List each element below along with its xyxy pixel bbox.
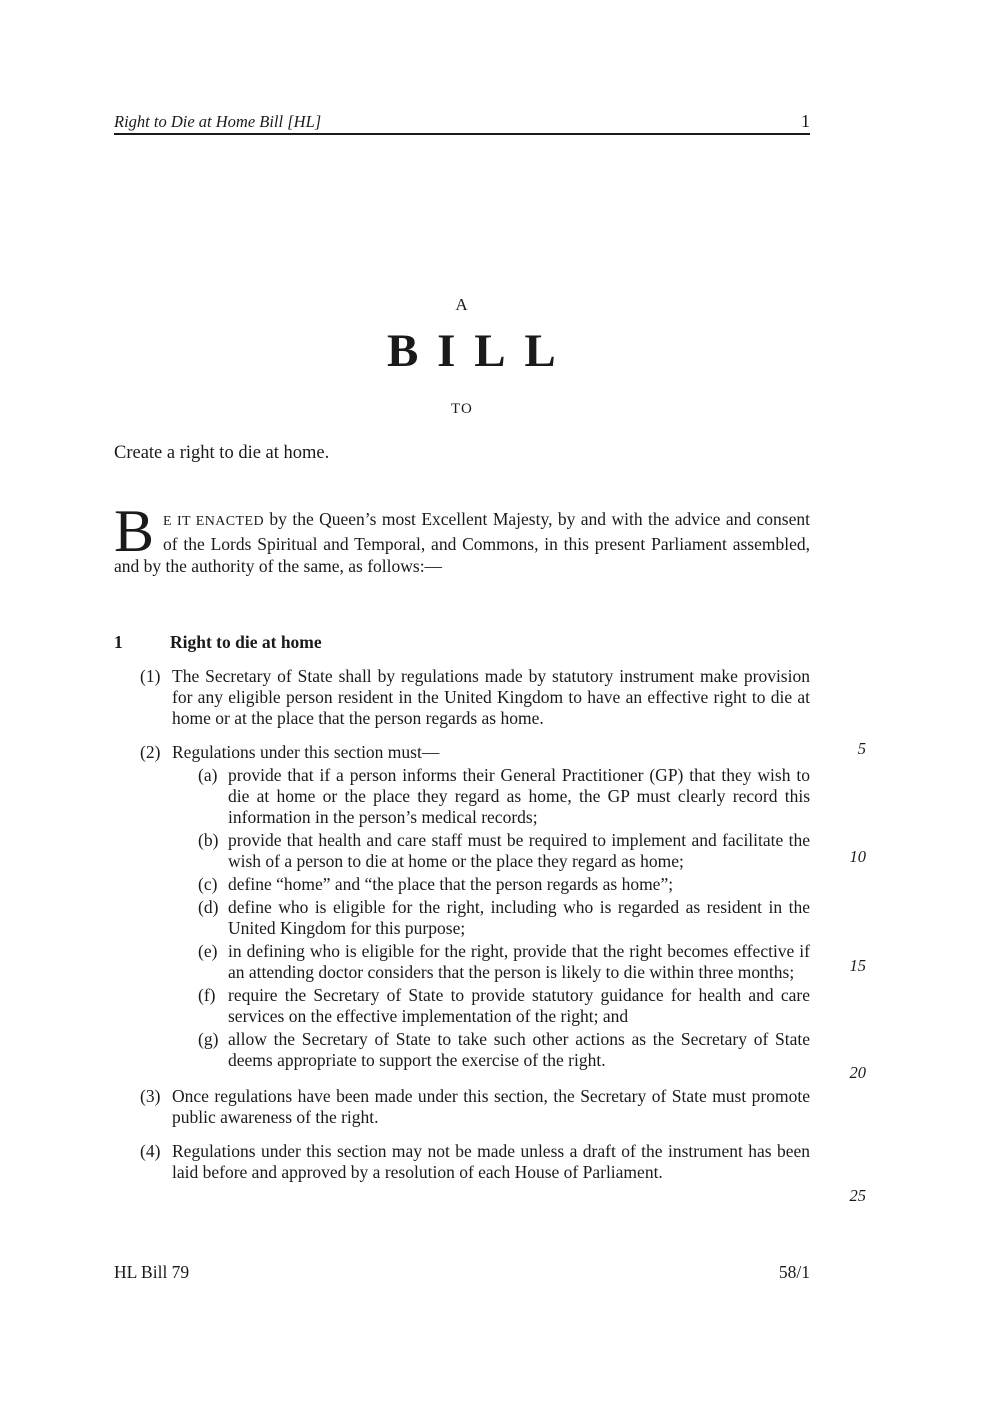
- paragraph-text: define “home” and “the place that the person regards as home”;: [228, 874, 674, 894]
- paragraph-b: [172, 830, 810, 872]
- subsection-3: [114, 1086, 810, 1128]
- paragraph-d: [172, 897, 810, 939]
- paragraph-letter: (e): [198, 941, 218, 961]
- subsection-text: Regulations under this section must—: [172, 742, 440, 762]
- subsection-1: [114, 666, 810, 729]
- paragraph-text: require the Secretary of State to provide statutory guidance for health and care services on the effective implementation of the right; and: [228, 985, 810, 1026]
- subsection-number: (4): [140, 1141, 161, 1161]
- clause-heading-row: [114, 632, 810, 653]
- article-marker: A: [455, 295, 469, 314]
- subsection-number: (1): [140, 666, 161, 686]
- enacting-smallcaps: E IT ENACTED: [163, 514, 264, 529]
- clause-heading: Right to die at home: [170, 632, 322, 652]
- paragraph-letter: (a): [198, 765, 218, 785]
- paragraph-letter: (g): [198, 1029, 219, 1049]
- paragraph-g: [172, 1029, 810, 1071]
- paragraph-letter: (d): [198, 897, 219, 917]
- margin-line-number-20: 20: [849, 1063, 866, 1082]
- paragraph-text: provide that health and care staff must be required to implement and facilitate the wish of a person to die at home or the place they regard as home;: [228, 830, 810, 871]
- to-marker: TO: [450, 401, 474, 417]
- running-header: [114, 111, 810, 132]
- subsection-text: The Secretary of State shall by regulations made by statutory instrument make provision for any eligible person resident in the United Kingdom to have an effective right to die at home or at the place that the person regards as home.: [172, 666, 810, 728]
- paragraph-letter: (c): [198, 874, 218, 894]
- paragraph-e: [172, 941, 810, 983]
- subsection-number: (2): [140, 742, 161, 762]
- paragraph-letter: (b): [198, 830, 219, 850]
- long-title: Create a right to die at home.: [114, 443, 330, 463]
- clause-number: 1: [114, 632, 123, 652]
- enacting-clause: [114, 498, 810, 577]
- subsection-number: (3): [140, 1086, 161, 1106]
- header-rule: [114, 133, 810, 135]
- running-header-title: Right to Die at Home Bill [HL]: [114, 112, 322, 131]
- footer-bill-number: HL Bill 79: [114, 1262, 190, 1282]
- margin-line-number-5: 5: [857, 739, 866, 758]
- footer-session-number: 58/1: [778, 1262, 810, 1282]
- paragraph-letter: (f): [198, 985, 216, 1005]
- bill-title: BILL: [387, 325, 575, 377]
- subsection-text: Regulations under this section may not be made unless a draft of the instrument has been laid before and approved by a resolution of each House of Parliament.: [172, 1141, 810, 1182]
- paragraph-text: in defining who is eligible for the right, provide that the right becomes effective if an attending doctor considers that the person is likely to die within three months;: [228, 941, 810, 982]
- subsection-2: [114, 742, 810, 1071]
- paragraph-f: [172, 985, 810, 1027]
- enacting-text: by the Queen’s most Excellent Majesty, by and with the advice and consent of the Lords Spiritual and Temporal, and Commons, in this present Parliament assembled, and by the authority of the same, as follows:—: [114, 509, 810, 576]
- margin-line-number-15: 15: [849, 956, 866, 975]
- subsection-4: [114, 1141, 810, 1183]
- margin-line-number-25: 25: [849, 1186, 866, 1205]
- page-footer: [114, 1262, 810, 1283]
- paragraph-a: [172, 765, 810, 828]
- page-number: 1: [801, 111, 810, 131]
- paragraph-text: allow the Secretary of State to take such other actions as the Secretary of State deems appropriate to support the exercise of the right.: [228, 1029, 810, 1070]
- subsection-body: [172, 742, 810, 1071]
- dropcap-letter: B: [114, 498, 155, 564]
- subsection-text: Once regulations have been made under this section, the Secretary of State must promote public awareness of the right.: [172, 1086, 810, 1127]
- clause-1: [114, 632, 810, 1183]
- paragraph-text: define who is eligible for the right, including who is regarded as resident in the United Kingdom for this purpose;: [228, 897, 810, 938]
- paragraph-text: provide that if a person informs their General Practitioner (GP) that they wish to die at home or the place they regard as home, the GP must clearly record this information in the person’s medical records;: [228, 765, 810, 827]
- paragraph-c: [172, 874, 810, 895]
- margin-line-number-10: 10: [849, 847, 866, 866]
